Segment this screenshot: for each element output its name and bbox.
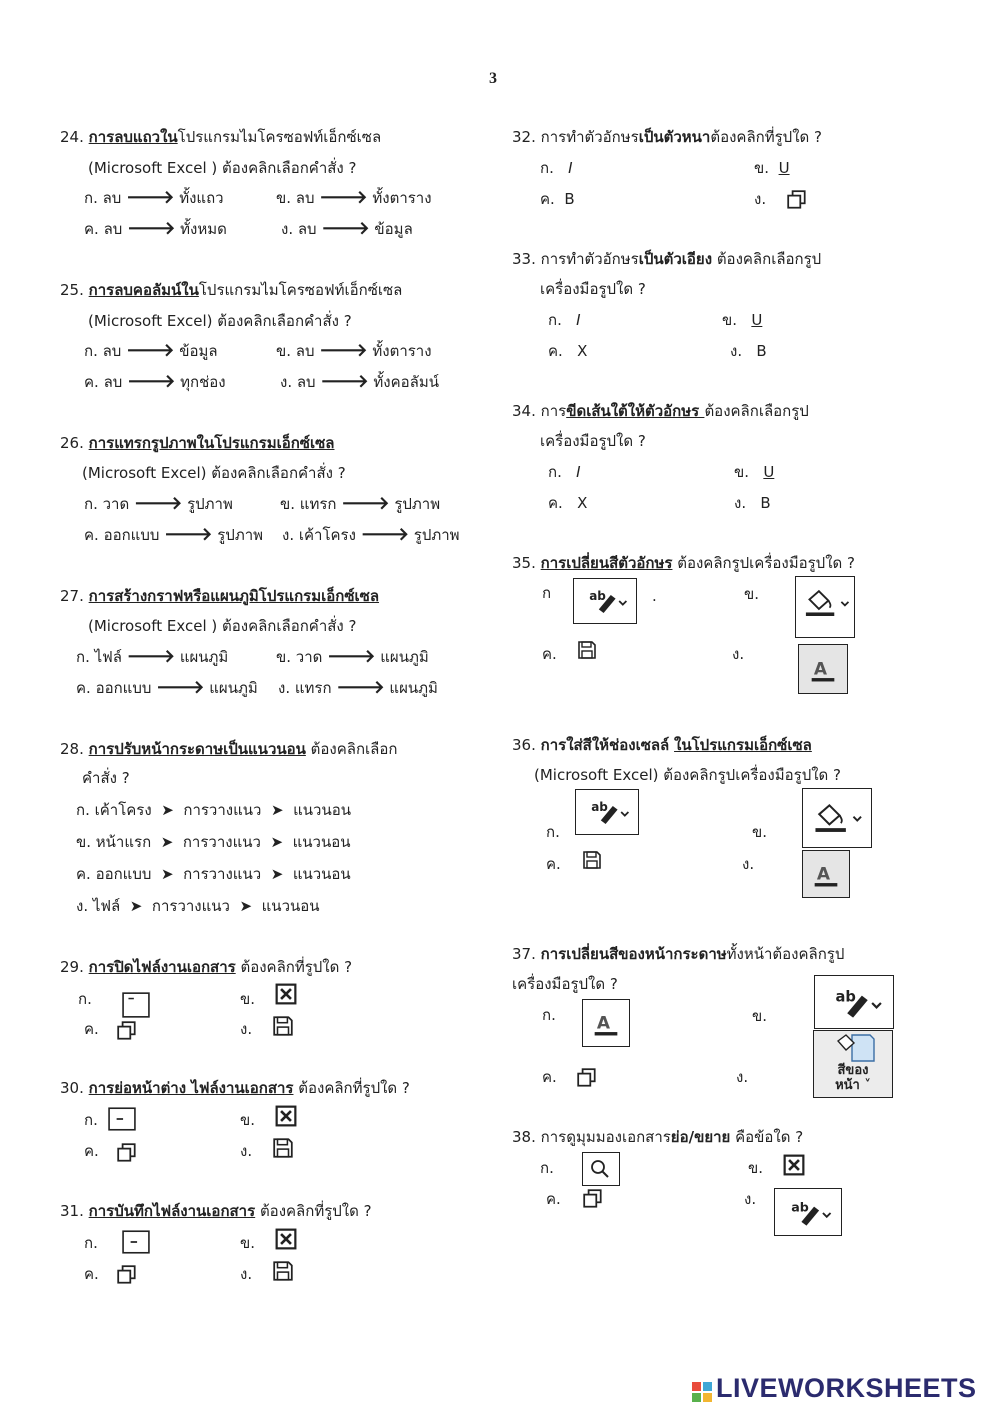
strikethrough-icon: X xyxy=(577,342,588,360)
save-icon[interactable] xyxy=(582,850,602,870)
q38-choice-d[interactable]: ง. xyxy=(744,1190,757,1208)
highlighter-icon xyxy=(582,794,634,830)
restore-icon[interactable] xyxy=(116,1020,138,1042)
question-36: 36. การใส่สีให้ช่องเซลล์ ในโปรแกรมเอ็กซ์เซล xyxy=(512,736,812,754)
q30-choice-d[interactable]: ง. xyxy=(240,1142,253,1160)
italic-icon: I xyxy=(576,463,581,481)
q24-choice-b[interactable]: ข. ลบ 🡒 ทั้งตาราง xyxy=(276,187,432,208)
q33-choice-c[interactable]: ค. X xyxy=(548,342,588,360)
question-24: 24. การลบแถวในโปรแกรมไมโครซอฟท์เอ็กซ์เซล xyxy=(60,128,382,146)
q38-highlight-button[interactable] xyxy=(774,1188,842,1236)
question-35: 35. การเปลี่ยนสีตัวอักษร ต้องคลิกรูปเครื่องมือรูปใด ? xyxy=(512,554,856,572)
save-icon[interactable] xyxy=(272,1137,294,1159)
chevron-right-icon: ➤ xyxy=(160,833,174,851)
q27-choice-a[interactable]: ก. ไฟล์ 🡒 แผนภูมิ xyxy=(76,646,229,667)
arrow-right-icon: 🡒 xyxy=(319,187,368,208)
q24-choice-a[interactable]: ก. ลบ 🡒 ทั้งแถว xyxy=(84,187,224,208)
question-30: 30. การย่อหน้าต่าง ไฟล์งานเอกสาร ต้องคลิกที่รูปใด ? xyxy=(60,1079,410,1097)
q25-choice-a[interactable]: ก. ลบ 🡒 ข้อมูล xyxy=(84,340,218,361)
q37-line2: เครื่องมือรูปใด ? xyxy=(512,975,618,993)
arrow-right-icon: 🡒 xyxy=(164,524,213,545)
q35-dot: . xyxy=(652,587,657,605)
paint-bucket-icon xyxy=(800,585,852,621)
q34-choice-b[interactable]: ข. U xyxy=(734,463,775,481)
q26-choice-c[interactable]: ค. ออกแบบ 🡒 รูปภาพ xyxy=(84,524,264,545)
question-28: 28. การปรับหน้ากระดาษเป็นแนวนอน ต้องคลิกเลือก xyxy=(60,740,398,758)
question-32: 32. การทำตัวอักษรเป็นตัวหนาต้องคลิกที่รูปใด ? xyxy=(512,128,823,146)
q36-choice-a[interactable]: ก. xyxy=(546,823,560,841)
underline-icon: U xyxy=(778,159,790,177)
liveworksheets-logo-icon xyxy=(690,1378,716,1408)
q31-choice-a[interactable]: ก. xyxy=(84,1234,98,1252)
q36-choice-d[interactable]: ง. xyxy=(742,855,755,873)
chevron-right-icon: ➤ xyxy=(270,801,284,819)
question-25: 25. การลบคอลัมน์ในโปรแกรมไมโครซอฟท์เอ็กซ์เซล xyxy=(60,281,403,299)
q29-choice-a[interactable]: ก. xyxy=(78,990,92,1008)
q26-line2: (Microsoft Excel) ต้องคลิกเลือกคำสั่ง ? xyxy=(82,464,346,482)
q37-choice-c[interactable]: ค. xyxy=(542,1068,557,1086)
bold-icon: B xyxy=(760,494,771,512)
q24-line2: (Microsoft Excel ) ต้องคลิกเลือกคำสั่ง ? xyxy=(88,159,357,177)
q37-choice-d[interactable]: ง. xyxy=(736,1068,749,1086)
font-color-icon xyxy=(809,857,843,891)
question-27: 27. การสร้างกราฟหรือแผนภูมิโปรแกรมเอ็กซ์เซล xyxy=(60,587,380,605)
question-29: 29. การปิดไฟล์งานเอกสาร ต้องคลิกที่รูปใด ? xyxy=(60,958,353,976)
arrow-right-icon: 🡒 xyxy=(320,371,369,392)
minimize-icon[interactable] xyxy=(122,1230,150,1254)
arrow-right-icon: 🡒 xyxy=(126,646,176,667)
page-color-icon xyxy=(832,1033,876,1063)
q28-choice-c[interactable]: ค. ออกแบบ ➤ การวางแนว ➤ แนวนอน xyxy=(76,865,351,883)
q30-choice-b[interactable]: ข. xyxy=(240,1111,256,1129)
q35-choice-c[interactable]: ค. xyxy=(542,645,557,663)
q36-font-color-button[interactable] xyxy=(802,850,850,898)
q29-choice-c[interactable]: ค. xyxy=(84,1020,99,1038)
arrow-right-icon: 🡒 xyxy=(319,340,368,361)
q27-choice-d[interactable]: ง. แทรก 🡒 แผนภูมิ xyxy=(278,677,438,698)
q38-choice-c[interactable]: ค. xyxy=(546,1190,561,1208)
q31-choice-b[interactable]: ข. xyxy=(240,1234,256,1252)
arrow-right-icon: 🡒 xyxy=(127,371,176,392)
question-33: 33. การทำตัวอักษรเป็นตัวเอียง ต้องคลิกเลือกรูป xyxy=(512,250,822,268)
q37-choice-a[interactable]: ก. xyxy=(542,1006,556,1024)
arrow-right-icon: 🡒 xyxy=(126,340,175,361)
q34-line2: เครื่องมือรูปใด ? xyxy=(540,432,646,450)
restore-icon[interactable] xyxy=(582,1188,604,1210)
arrow-right-icon: 🡒 xyxy=(126,187,175,208)
q25-choice-c[interactable]: ค. ลบ 🡒 ทุกช่อง xyxy=(84,371,226,392)
q35-highlight-button[interactable] xyxy=(573,578,637,624)
minimize-icon[interactable] xyxy=(108,1107,136,1131)
question-26: 26. การแทรกรูปภาพในโปรแกรมเอ็กซ์เซล xyxy=(60,434,335,452)
q25-choice-b[interactable]: ข. ลบ 🡒 ทั้งตาราง xyxy=(276,340,432,361)
q34-choice-c[interactable]: ค. X xyxy=(548,494,588,512)
arrow-right-icon: 🡒 xyxy=(321,218,370,239)
q32-choice-d[interactable]: ง. xyxy=(754,190,767,208)
restore-icon[interactable] xyxy=(786,189,808,211)
q33-choice-a[interactable]: ก. I xyxy=(548,311,581,329)
search-icon xyxy=(586,1156,616,1182)
save-icon[interactable] xyxy=(272,1260,294,1282)
q37-highlight-button[interactable] xyxy=(814,975,894,1029)
q28-choice-d[interactable]: ง. ไฟล์ ➤ การวางแนว ➤ แนวนอน xyxy=(76,897,320,915)
arrow-right-icon: 🡒 xyxy=(327,646,376,667)
chevron-right-icon: ➤ xyxy=(270,865,284,883)
q36-fill-color-button[interactable] xyxy=(802,788,872,848)
paint-bucket-icon xyxy=(809,799,865,837)
q24-choice-c[interactable]: ค. ลบ 🡒 ทั้งหมด xyxy=(84,218,227,239)
close-icon[interactable] xyxy=(274,1228,298,1250)
q27-choice-b[interactable]: ข. วาด 🡒 แผนภูมิ xyxy=(276,646,429,667)
chevron-right-icon: ➤ xyxy=(129,897,143,915)
question-31: 31. การบันทึกไฟล์งานเอกสาร ต้องคลิกที่รูปใด ? xyxy=(60,1202,372,1220)
question-37: 37. การเปลี่ยนสีของหน้ากระดาษทั้งหน้าต้องคลิกรูป xyxy=(512,945,845,963)
font-color-icon xyxy=(589,1006,623,1040)
q37-page-color-button[interactable] xyxy=(813,1030,893,1098)
q36-choice-b[interactable]: ข. xyxy=(752,823,768,841)
arrow-right-icon: 🡒 xyxy=(127,218,176,239)
q26-choice-a[interactable]: ก. วาด 🡒 รูปภาพ xyxy=(84,493,233,514)
q27-line2: (Microsoft Excel ) ต้องคลิกเลือกคำสั่ง ? xyxy=(88,617,357,635)
watermark-text: LIVEWORKSHEETS xyxy=(716,1373,977,1403)
q38-zoom-button[interactable] xyxy=(582,1152,620,1186)
restore-icon[interactable] xyxy=(116,1264,138,1286)
font-color-icon xyxy=(806,652,840,686)
chevron-right-icon: ➤ xyxy=(160,865,174,883)
restore-icon[interactable] xyxy=(576,1067,598,1089)
q35-choice-a[interactable]: ก xyxy=(542,584,552,602)
arrow-right-icon: 🡒 xyxy=(156,677,205,698)
q26-choice-d[interactable]: ง. เค้าโครง 🡒 รูปภาพ xyxy=(282,524,460,545)
italic-icon: I xyxy=(568,159,573,177)
save-icon[interactable] xyxy=(577,640,597,660)
q27-choice-c[interactable]: ค. ออกแบบ 🡒 แผนภูมิ xyxy=(76,677,258,698)
chevron-right-icon: ➤ xyxy=(239,897,253,915)
arrow-right-icon: 🡒 xyxy=(360,524,409,545)
q28-line2: คำสั่ง ? xyxy=(82,769,130,787)
highlighter-icon xyxy=(580,583,632,619)
close-icon[interactable] xyxy=(274,983,298,1005)
bold-icon: B xyxy=(756,342,767,360)
q38-choice-a[interactable]: ก. xyxy=(540,1159,554,1177)
page-number: 3 xyxy=(489,70,497,87)
arrow-right-icon: 🡒 xyxy=(336,677,385,698)
question-34: 34. การขีดเส้นใต้ให้ตัวอักษร ต้องคลิกเลือกรูป xyxy=(512,402,809,420)
window-icon[interactable] xyxy=(122,992,150,1018)
page-color-label-2: หน้า ˅ xyxy=(835,1078,871,1093)
q30-choice-a[interactable]: ก. xyxy=(84,1111,98,1129)
q36-line2: (Microsoft Excel) ต้องคลิกรูปเครื่องมือรูปใด ? xyxy=(534,766,842,784)
strikethrough-icon: X xyxy=(577,494,588,512)
question-38: 38. การดูมุมมองเอกสารย่อ/ขยาย คือข้อใด ? xyxy=(512,1128,804,1146)
q29-choice-b[interactable]: ข. xyxy=(240,990,256,1008)
q32-choice-c[interactable]: ค. B xyxy=(540,190,575,208)
q26-choice-b[interactable]: ข. แทรก 🡒 รูปภาพ xyxy=(280,493,441,514)
q25-choice-d[interactable]: ง. ลบ 🡒 ทั้งคอลัมน์ xyxy=(280,371,440,392)
q29-choice-d[interactable]: ง. xyxy=(240,1020,253,1038)
q35-choice-d[interactable]: ง. xyxy=(732,645,745,663)
chevron-right-icon: ➤ xyxy=(270,833,284,851)
q31-choice-c[interactable]: ค. xyxy=(84,1265,99,1283)
q36-choice-c[interactable]: ค. xyxy=(546,855,561,873)
q30-choice-c[interactable]: ค. xyxy=(84,1142,99,1160)
page-color-label-1: สีของ xyxy=(837,1063,869,1078)
q37-font-color-button[interactable] xyxy=(582,999,630,1047)
q35-fill-color-button[interactable] xyxy=(795,576,855,638)
q24-choice-d[interactable]: ง. ลบ 🡒 ข้อมูล xyxy=(281,218,413,239)
q33-line2: เครื่องมือรูปใด ? xyxy=(540,280,646,298)
underline-icon: U xyxy=(763,463,775,481)
q38-choice-b[interactable]: ข. xyxy=(748,1159,764,1177)
q31-choice-d[interactable]: ง. xyxy=(240,1265,253,1283)
restore-icon[interactable] xyxy=(116,1142,138,1164)
q35-font-color-button[interactable] xyxy=(798,644,848,694)
save-icon[interactable] xyxy=(272,1015,294,1037)
q28-choice-b[interactable]: ข. หน้าแรก ➤ การวางแนว ➤ แนวนอน xyxy=(76,833,351,851)
chevron-right-icon: ➤ xyxy=(161,801,174,819)
q35-choice-b[interactable]: ข. xyxy=(744,585,760,603)
q34-choice-d[interactable]: ง. B xyxy=(734,494,771,512)
q33-choice-b[interactable]: ข. U xyxy=(722,311,763,329)
close-icon[interactable] xyxy=(782,1154,806,1176)
italic-icon: I xyxy=(576,311,581,329)
q32-choice-a[interactable]: ก. I xyxy=(540,159,573,177)
bold-icon: B xyxy=(564,190,575,208)
q34-choice-a[interactable]: ก. I xyxy=(548,463,581,481)
q32-choice-b[interactable]: ข. U xyxy=(754,159,790,177)
arrow-right-icon: 🡒 xyxy=(134,493,183,514)
liveworksheets-logo xyxy=(690,1373,977,1408)
close-icon[interactable] xyxy=(274,1105,298,1127)
underline-icon: U xyxy=(751,311,763,329)
q25-line2: (Microsoft Excel) ต้องคลิกเลือกคำสั่ง ? xyxy=(88,312,352,330)
q33-choice-d[interactable]: ง. B xyxy=(730,342,767,360)
q37-choice-b[interactable]: ข. xyxy=(752,1007,768,1025)
arrow-right-icon: 🡒 xyxy=(341,493,390,514)
highlighter-icon xyxy=(823,981,889,1025)
q36-highlight-button[interactable] xyxy=(575,789,639,835)
highlighter-icon xyxy=(781,1194,837,1232)
q28-choice-a[interactable]: ก. เค้าโครง ➤ การวางแนว ➤ แนวนอน xyxy=(76,801,351,819)
